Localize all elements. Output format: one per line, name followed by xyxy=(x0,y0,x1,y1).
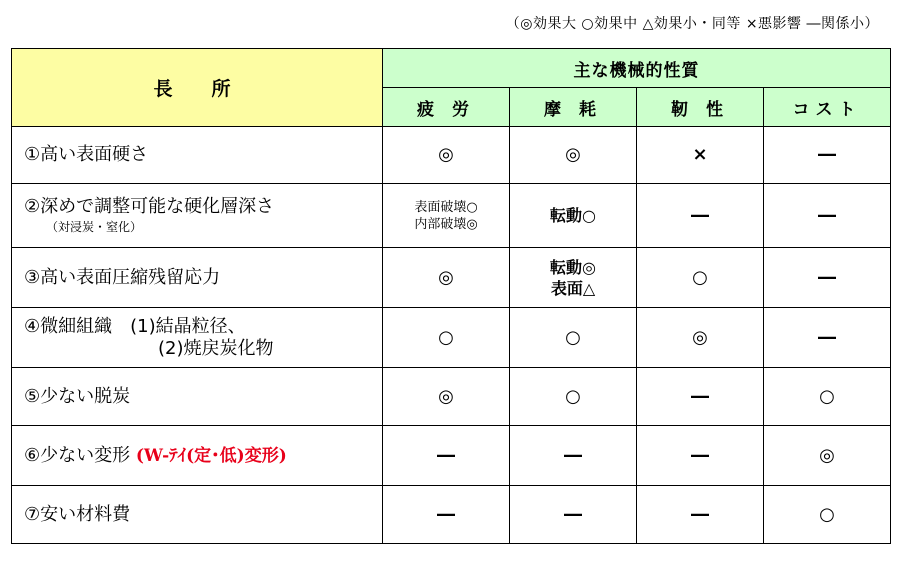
rating-cell: ○ xyxy=(510,368,637,426)
rating-cell: ― xyxy=(764,184,891,248)
rating-cell: ― xyxy=(764,248,891,308)
table-row xyxy=(12,184,891,248)
table-row xyxy=(12,426,891,486)
table-row xyxy=(12,308,891,368)
header-toughness: 靭 性 xyxy=(637,88,764,127)
rating-cell: ◎ xyxy=(383,368,510,426)
advantage-note: （対浸炭・窒化） xyxy=(46,219,143,234)
advantage-label: ④微細組織 (1)結晶粒径、 (2)焼戻炭化物 xyxy=(12,308,383,368)
rating-cell: ◎ xyxy=(383,248,510,308)
table-row xyxy=(12,368,891,426)
rating-cell: ○ xyxy=(764,368,891,426)
distortion-note: (W-ﾃｲ(定･低)変形) xyxy=(135,445,287,466)
rating-cell: ― xyxy=(637,486,764,544)
rating-cell: ― xyxy=(510,426,637,486)
rating-cell: 表面破壊○ 内部破壊◎ xyxy=(383,184,510,248)
rating-cell: ◎ xyxy=(383,127,510,184)
rating-cell: ◎ xyxy=(764,426,891,486)
rating-cell: ― xyxy=(637,426,764,486)
rating-cell: ― xyxy=(383,426,510,486)
header-cost: コスト xyxy=(764,88,891,127)
table-row xyxy=(12,248,891,308)
rating-cell: ○ xyxy=(383,308,510,368)
rating-cell: ― xyxy=(383,486,510,544)
header-fatigue: 疲 労 xyxy=(383,88,510,127)
advantage-label: ⑥少ない変形 (W-ﾃｲ(定･低)変形) xyxy=(12,426,383,486)
rating-cell: ◎ xyxy=(637,308,764,368)
advantage-label: ⑦安い材料費 xyxy=(12,486,383,544)
rating-cell: ― xyxy=(637,184,764,248)
rating-cell: ○ xyxy=(764,486,891,544)
table-row xyxy=(12,486,891,544)
rating-cell: × xyxy=(637,127,764,184)
header-advantages: 長 所 xyxy=(12,49,383,127)
rating-cell: 転動○ xyxy=(510,184,637,248)
rating-cell: ― xyxy=(764,127,891,184)
header-wear: 摩 耗 xyxy=(510,88,637,127)
rating-cell: ○ xyxy=(510,308,637,368)
advantage-label: ③高い表面圧縮残留応力 xyxy=(12,248,383,308)
advantage-label: ①高い表面硬さ xyxy=(12,127,383,184)
rating-cell: ◎ xyxy=(510,127,637,184)
advantage-label: ②深めで調整可能な硬化層深さ （対浸炭・窒化） xyxy=(12,184,383,248)
rating-cell: ― xyxy=(510,486,637,544)
symbol-legend: （◎効果大 ○効果中 △効果小・同等 ×悪影響 ―関係小） xyxy=(505,16,879,32)
rating-cell: ― xyxy=(637,368,764,426)
rating-cell: ○ xyxy=(637,248,764,308)
rating-cell: 転動◎ 表面△ xyxy=(510,248,637,308)
properties-table xyxy=(11,48,891,544)
advantage-label: ⑤少ない脱炭 xyxy=(12,368,383,426)
table-row xyxy=(12,127,891,184)
rating-cell: ― xyxy=(764,308,891,368)
header-mechanical-properties: 主な機械的性質 xyxy=(383,49,891,88)
